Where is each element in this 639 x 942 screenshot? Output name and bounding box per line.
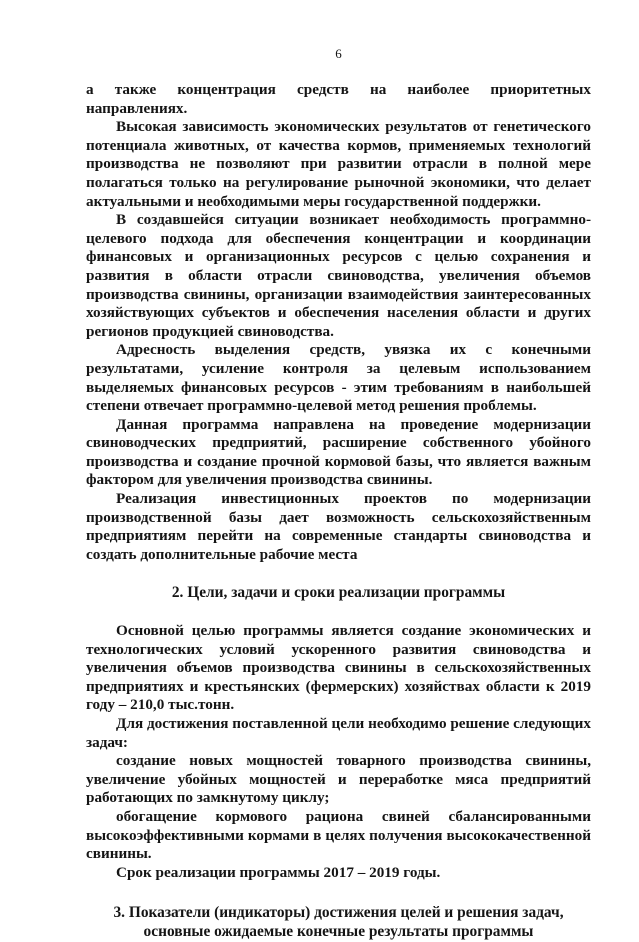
paragraph: Реализация инвестиционных проектов по модернизации производственной базы дает возможность сельскохозяйственным предприятиям перейти на современные стандарты свиноводства и создать дополнительные рабочие места bbox=[86, 490, 591, 563]
paragraph: обогащение кормового рациона свиней сбалансированными высокоэффективными кормами в целях получения высококачественной свинины. bbox=[86, 807, 591, 863]
paragraph: Данная программа направлена на проведение модернизации свиноводческих предприятий, расширение собственного убойного производства и создание прочной кормовой базы, что является важным фактором для увеличения производства свинины. bbox=[86, 415, 591, 489]
paragraph: Основной целью программы является создание экономических и технологических условий ускоренного развития свиноводства и увеличения объемов производства свинины в сельскохозяйственных предприятиях и крестьянских (фермерских) хозяйствах области к 2019 году – 210,0 тыс.тонн. bbox=[86, 622, 591, 714]
section-heading-goals: 2. Цели, задачи и сроки реализации программы bbox=[171, 584, 506, 602]
paragraph: Для достижения поставленной цели необходимо решение следующих задач: bbox=[86, 715, 591, 751]
paragraph: а также концентрация средств на наиболее приоритетных направлениях. bbox=[86, 81, 591, 117]
paragraph: создание новых мощностей товарного производства свинины, увеличение убойных мощностей и переработке мяса предприятий работающих по замкнутому циклу; bbox=[86, 752, 591, 807]
heading-line: основные ожидаемые конечные результаты программы bbox=[143, 922, 534, 940]
paragraph: Адресность выделения средств, увязка их с конечными результатами, усиление контроля за целевым использованием выделяемых финансовых ресурсов - этим требованиям в наибольшей степени отвечает программно-целевой метод решения проблемы. bbox=[86, 341, 591, 415]
heading-line: 3. Показатели (индикаторы) достижения целей и решения задач, bbox=[113, 904, 564, 922]
page-number: 6 bbox=[335, 46, 342, 61]
paragraph: Срок реализации программы 2017 – 2019 годы. bbox=[116, 863, 441, 881]
paragraph: В создавшейся ситуации возникает необходимость программно-целевого подхода для обеспечения концентрации и координации финансовых и организационных ресурсов с целью сохранения и развития в области отрасли свиноводства, увеличения объемов производства свинины, организации взаимодействия заинтересованных хозяйствующих субъектов и обеспечения населения области и других регионов продукцией свиноводства. bbox=[86, 211, 591, 340]
section-heading-indicators bbox=[86, 904, 591, 941]
paragraph: Высокая зависимость экономических результатов от генетического потенциала животных, от качества кормов, применяемых технологий производства не позволяют при развитии отрасли в полной мере полагаться только на регулирование рыночной экономики, что делает актуальными и необходимыми меры государственной поддержки. bbox=[86, 118, 591, 210]
